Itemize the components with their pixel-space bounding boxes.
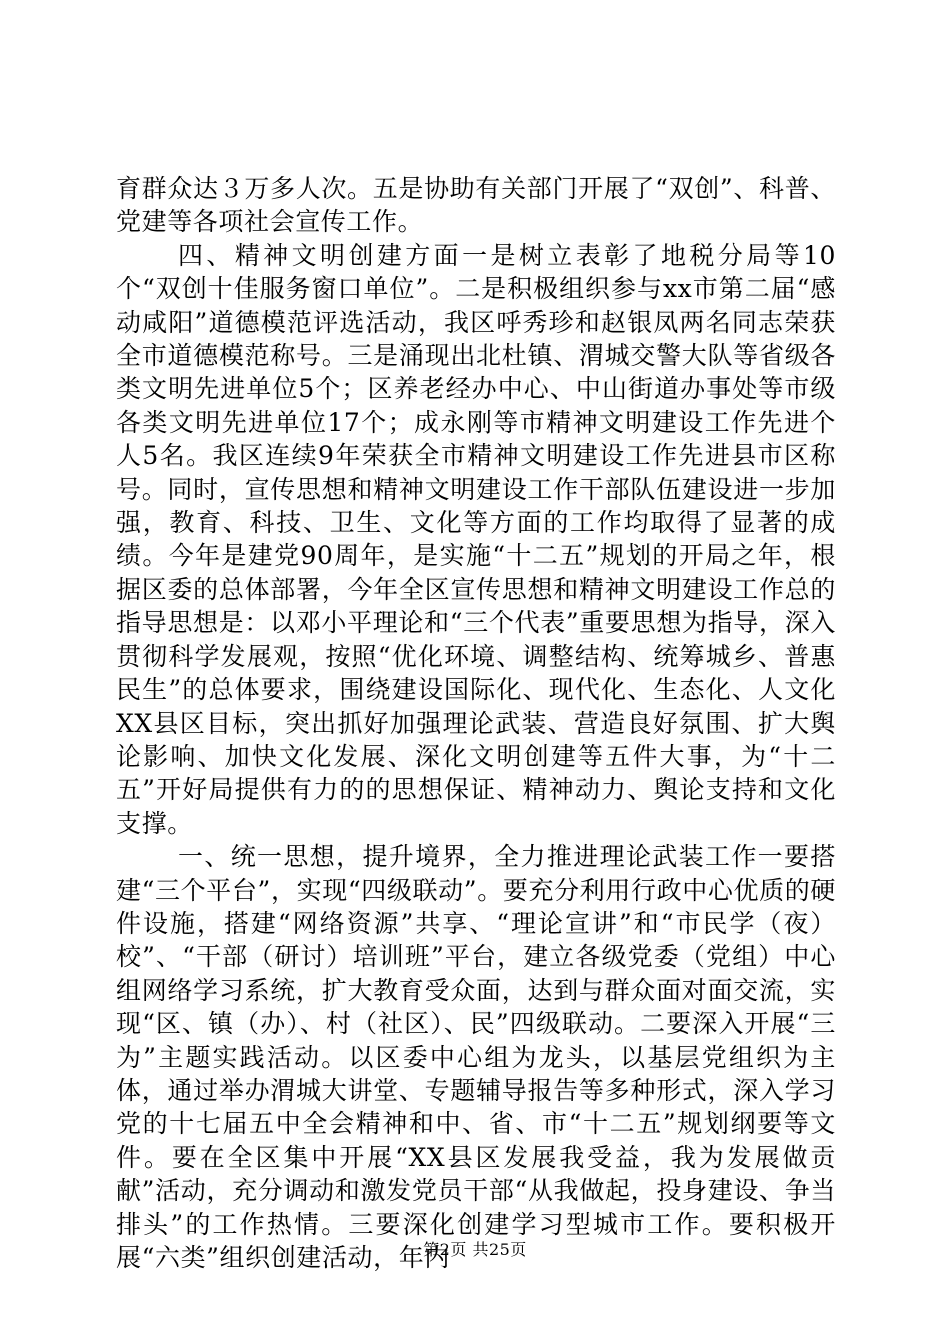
document-body — [116, 172, 836, 1274]
paragraph-continued: 育群众达３万多人次。五是协助有关部门开展了“双创”、科普、党建等各项社会宣传工作。 — [116, 174, 836, 237]
page-number-footer: 第2页 共25页 — [423, 1240, 527, 1259]
paragraph-theory-work: 一、统一思想，提升境界，全力推进理论武装工作一要搭建“三个平台”，实现“四级联动”。要充分利用行政中心优质的硬件设施，搭建“网络资源”共享、“理论宣讲”和“市民学（夜）校”、“干部（研讨）培训班”平台，建立各级党委（党组）中心组网络学习系统，扩大教育受众面，达到与群众面对面交流，实现“区、镇（办）、村（社区）、民”四级联动。二要深入开展“三为”主题实践活动。以区委中心组为龙头，以基层党组织为主体，通过举办渭城大讲堂、专题辅导报告等多种形式，深入学习党的十七届五中全会精神和中、省、市“十二五”规划纲要等文件。要在全区集中开展“XX县区发展我受益，我为发展做贡献”活动，充分调动和激发党员干部“从我做起，投身建设、争当排头”的工作热情。三要深化创建学习型城市工作。要积极开展“六类”组织创建活动，年内 — [116, 842, 836, 1272]
paragraph-spiritual-civilization: 四、精神文明创建方面一是树立表彰了地税分局等10个“双创十佳服务窗口单位”。二是积极组织参与xx市第二届“感动咸阳”道德模范评选活动，我区呼秀珍和赵银凤两名同志荣获全市道德模范称号。三是涌现出北杜镇、渭城交警大队等省级各类文明先进单位5个；区养老经办中心、中山街道办事处等市级各类文明先进单位17个；成永刚等市精神文明建设工作先进个人5名。我区连续9年荣获全市精神文明建设工作先进县市区称号。同时，宣传思想和精神文明建设工作干部队伍建设进一步加强，教育、科技、卫生、文化等方面的工作均取得了显著的成绩。今年是建党90周年，是实施“十二五”规划的开局之年，根据区委的总体部署，今年全区宣传思想和精神文明建设工作总的指导思想是：以邓小平理论和“三个代表”重要思想为指导，深入贯彻科学发展观，按照“优化环境、调整结构、统筹城乡、普惠民生”的总体要求，围绕建设国际化、现代化、生态化、人文化XX县区目标，突出抓好加强理论武装、营造良好氛围、扩大舆论影响、加快文化发展、深化文明创建等五件大事，为“十二五”开好局提供有力的的思想保证、精神动力、舆论支持和文化支撑。 — [116, 240, 836, 838]
